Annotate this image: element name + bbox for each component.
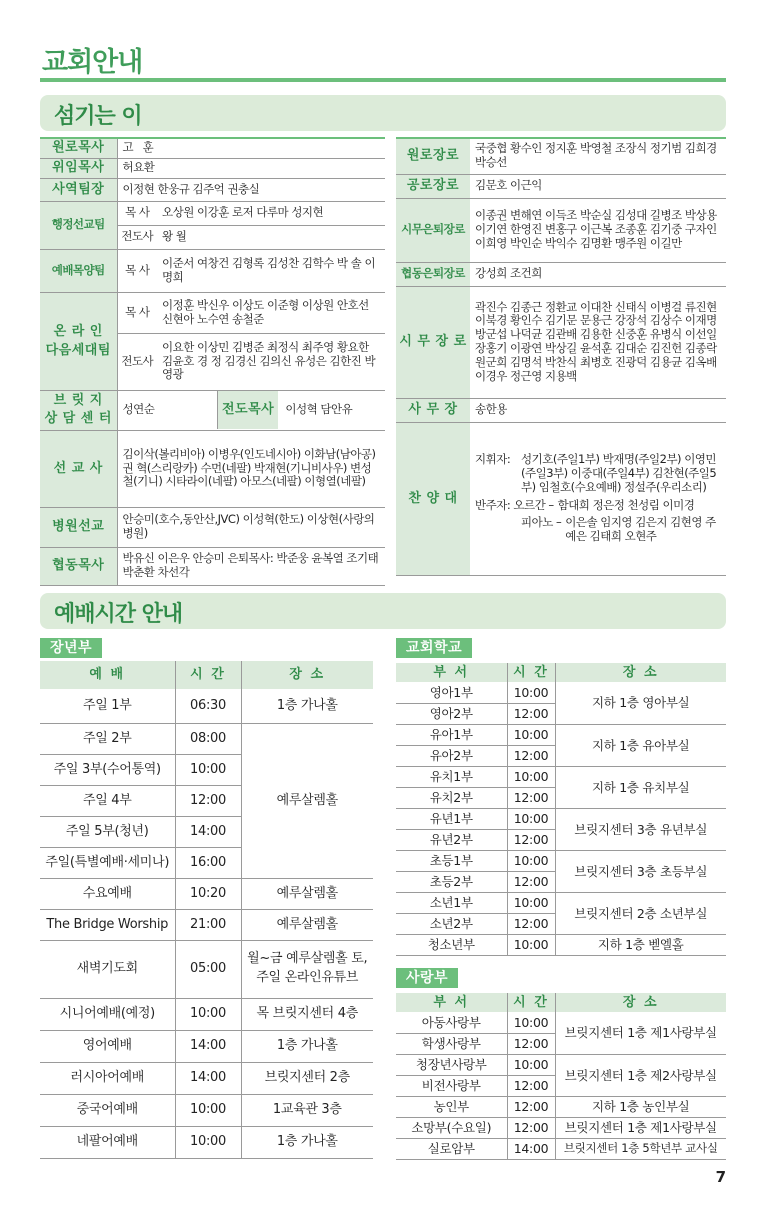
- page-number: 7: [715, 1168, 726, 1186]
- service-place: 예루살렘홀: [241, 723, 373, 878]
- dept-name: 소년2부: [396, 913, 507, 934]
- dept-name: 청소년부: [396, 934, 507, 955]
- staff-names: 강성희 조건희: [470, 262, 726, 286]
- dept-name: 소망부(수요일): [396, 1117, 507, 1138]
- staff-label-line: 온 라 인: [53, 323, 103, 339]
- choir-names: 함대희 정은정 천성림 이미경: [557, 497, 695, 512]
- service-time: 14:00: [175, 1062, 241, 1094]
- dept-name: 소년1부: [396, 892, 507, 913]
- service-place: 예루살렘홀: [241, 878, 373, 909]
- dept-time: 12:00: [507, 787, 555, 808]
- staff-label: 협동목사: [40, 547, 117, 585]
- dept-time: 10:00: [507, 1012, 555, 1033]
- staff-label: [40, 292, 117, 390]
- staff-label: 원로장로: [396, 138, 470, 174]
- service-name: 주일(특별예배·세미나): [40, 847, 175, 878]
- dept-time: 12:00: [507, 703, 555, 724]
- staff-names: 이정훈 박신우 이상도 이준형 이상원 안호선 신현아 노수연 송철준: [157, 292, 385, 333]
- dept-name: 아동사랑부: [396, 1012, 507, 1033]
- choir-pianist: [475, 516, 721, 544]
- dept-time: 10:00: [507, 1054, 555, 1075]
- dept-place: 브릿지센터 1층 제1사랑부실: [555, 1117, 726, 1138]
- column-header: 시 간: [175, 661, 241, 689]
- staff-names: 고 훈: [117, 138, 385, 158]
- staff-names: 오상원 이강훈 로저 다루마 성지현: [157, 201, 385, 225]
- service-name: 시니어예배(예정): [40, 998, 175, 1030]
- service-name: 주일 4부: [40, 785, 175, 816]
- column-header: 부 서: [396, 663, 507, 682]
- dept-place: 지하 1층 유아부실: [555, 724, 726, 766]
- staff-role: 목 사: [117, 201, 157, 225]
- service-time: 05:00: [175, 940, 241, 998]
- column-header: 장 소: [555, 993, 726, 1012]
- staff-label: 행정선교팀: [40, 201, 117, 249]
- staff-names: 안승미(호수,동안산,JVC) 이성혁(한도) 이상현(사랑의병원): [117, 507, 385, 547]
- dept-time: 10:00: [507, 934, 555, 955]
- dept-place: 브릿지센터 3층 유년부실: [555, 808, 726, 850]
- dept-name: 청장년사랑부: [396, 1054, 507, 1075]
- dept-name: 유년2부: [396, 829, 507, 850]
- staff-names: 박유신 이은우 안승미 은퇴목사: 박준웅 윤복열 조기태 박춘환 차선각: [117, 547, 385, 585]
- service-time: 10:00: [175, 998, 241, 1030]
- choir-role: 지휘자:: [475, 452, 511, 467]
- service-time: 14:00: [175, 816, 241, 847]
- service-place: 1층 가나홀: [241, 689, 373, 723]
- dept-place: 지하 1층 영아부실: [555, 682, 726, 724]
- service-time: 21:00: [175, 909, 241, 940]
- choir-names: 성기호(주일1부) 박재명(주일2부) 이영민(주일3부) 이중대(주일4부) 김찬현(주일5부) 임철호(수요예배) 정설주(우리소리): [521, 452, 717, 494]
- column-header: 부 서: [396, 993, 507, 1012]
- adult-schedule-table: [40, 661, 373, 1159]
- dept-name: 영아2부: [396, 703, 507, 724]
- service-name: 주일 2부: [40, 723, 175, 754]
- staff-names: 곽진수 김종근 정환교 이대찬 신태식 이병걸 류진현 이북경 황인수 김기문 문용근 강장석 김상수 이재명 방군섭 나덕균 김관배 김용한 신중훈 유병식 이선일 장홍기 이광연 박상길 윤석훈 김대순 김진헌 김종락 원군희 김명석 박찬식 최병호 진광덕 김용균 김옥배 이경우 정근영 지용백: [470, 286, 726, 398]
- title-divider: [40, 78, 726, 82]
- dept-place: 브릿지센터 1층 5학년부 교사실: [555, 1138, 726, 1159]
- staff-role: 목 사: [117, 292, 157, 333]
- staff-label: 찬 양 대: [396, 422, 470, 575]
- dept-time: 10:00: [507, 766, 555, 787]
- staff-label: 공로장로: [396, 174, 470, 198]
- page-title: 교회안내: [42, 47, 143, 78]
- dept-name: 유아2부: [396, 745, 507, 766]
- love-dept-table: [396, 993, 726, 1160]
- dept-name: 실로암부: [396, 1138, 507, 1159]
- dept-place: 브릿지센터 1층 제1사랑부실: [555, 1012, 726, 1054]
- staff-section-title: 섬기는 이: [54, 104, 142, 129]
- dept-name: 학생사랑부: [396, 1033, 507, 1054]
- staff-role: 목 사: [117, 249, 157, 292]
- service-place: 1층 가나홀: [241, 1030, 373, 1062]
- dept-time: 14:00: [507, 1138, 555, 1159]
- service-time: 10:00: [175, 1094, 241, 1126]
- dept-time: 10:00: [507, 850, 555, 871]
- dept-name: 유치2부: [396, 787, 507, 808]
- service-place: 1층 가나홀: [241, 1126, 373, 1158]
- staff-label: 예배목양팀: [40, 249, 117, 292]
- service-place: 월~금 예루살렘홀 토,주일 온라인유튜브: [241, 940, 373, 998]
- church-school-tag: 교회학교: [396, 638, 472, 658]
- dept-time: 12:00: [507, 745, 555, 766]
- choir-block: [470, 422, 726, 575]
- service-time: 16:00: [175, 847, 241, 878]
- dept-place: 브릿지센터 2층 소년부실: [555, 892, 726, 934]
- dept-time: 12:00: [507, 1075, 555, 1096]
- service-name: 중국어예배: [40, 1094, 175, 1126]
- staff-label-line: 브 릿 지: [53, 392, 103, 408]
- column-header: 시 간: [507, 993, 555, 1012]
- dept-time: 12:00: [507, 1117, 555, 1138]
- choir-conductor: [475, 453, 721, 494]
- staff-names: 국중협 황수인 정지훈 박영철 조장식 정기범 김희경 박승선: [470, 138, 726, 174]
- dept-place: 브릿지센터 1층 제2사랑부실: [555, 1054, 726, 1096]
- staff-label: [40, 390, 117, 430]
- dept-place: 브릿지센터 3층 초등부실: [555, 850, 726, 892]
- staff-label-line: 다음세대팀: [45, 343, 111, 358]
- service-name: 네팔어예배: [40, 1126, 175, 1158]
- service-time: 12:00: [175, 785, 241, 816]
- staff-label: 원로목사: [40, 138, 117, 158]
- staff-label: 병원선교: [40, 507, 117, 547]
- dept-name: 유아1부: [396, 724, 507, 745]
- staff-label: 시 무 장 로: [396, 286, 470, 398]
- column-header: 장 소: [241, 661, 373, 689]
- column-header: 시 간: [507, 663, 555, 682]
- service-name: 주일 1부: [40, 689, 175, 723]
- staff-role: 전도사: [117, 225, 157, 249]
- service-time: 08:00: [175, 723, 241, 754]
- staff-label-line: 상 담 센 터: [44, 411, 112, 426]
- choir-role: 피아노 –: [521, 515, 562, 530]
- dept-time: 10:00: [507, 808, 555, 829]
- dept-name: 영아1부: [396, 682, 507, 703]
- dept-place: 지하 1층 벧엘홀: [555, 934, 726, 955]
- service-place: 브릿지센터 2층: [241, 1062, 373, 1094]
- choir-role: 반주자: 오르간 –: [475, 497, 554, 512]
- dept-name: 유치1부: [396, 766, 507, 787]
- service-name: 영어예배: [40, 1030, 175, 1062]
- love-dept-tag: 사랑부: [396, 968, 458, 988]
- column-header: 장 소: [555, 663, 726, 682]
- staff-label: 선 교 사: [40, 430, 117, 507]
- staff-names: 왕 월: [157, 225, 385, 249]
- staff-names: 성연순: [117, 390, 217, 430]
- staff-names: 김문호 이근익: [470, 174, 726, 198]
- service-name: 수요예배: [40, 878, 175, 909]
- staff-names: 김이삭(볼리비아) 이병우(인도네시아) 이화남(남아공) 권 혁(스리랑카) 수먼(네팔) 박재현(기니비사우) 변성철(기니) 시타라이(네팔) 아모스(네팔) 이형열(네팔): [117, 430, 385, 507]
- dept-time: 12:00: [507, 1096, 555, 1117]
- dept-time: 12:00: [507, 871, 555, 892]
- staff-names: 송한용: [470, 398, 726, 422]
- dept-time: 10:00: [507, 682, 555, 703]
- service-name: The Bridge Worship: [40, 909, 175, 940]
- dept-name: 초등1부: [396, 850, 507, 871]
- staff-names: 허요환: [117, 158, 385, 178]
- staff-inline-group: [217, 390, 385, 430]
- dept-name: 초등2부: [396, 871, 507, 892]
- staff-label: 전도목사: [217, 391, 278, 429]
- service-time: 10:20: [175, 878, 241, 909]
- service-time: 06:30: [175, 689, 241, 723]
- staff-label: 사역팀장: [40, 178, 117, 201]
- staff-names: 이요한 이상민 김병준 최정식 최주영 황요한 김윤호 경 정 김경신 김의신 유성은 김한진 박영광: [157, 333, 385, 390]
- staff-label: 시무은퇴장로: [396, 198, 470, 262]
- service-place: 예루살렘홀: [241, 909, 373, 940]
- service-time: 14:00: [175, 1030, 241, 1062]
- service-name: 주일 5부(청년): [40, 816, 175, 847]
- staff-names: 이준서 여창건 김형록 김성찬 김학수 박 솔 이명희: [157, 249, 385, 292]
- dept-time: 10:00: [507, 892, 555, 913]
- staff-label: 위임목사: [40, 158, 117, 178]
- dept-name: 농인부: [396, 1096, 507, 1117]
- staff-section-header: [40, 95, 726, 131]
- service-name: 새벽기도회: [40, 940, 175, 998]
- staff-role: 전도사: [117, 333, 157, 390]
- dept-place: 지하 1층 유치부실: [555, 766, 726, 808]
- staff-table-right: [396, 137, 726, 576]
- staff-names: 이종권 변해연 이득조 박순실 김성대 길병조 박상용 이기연 한영진 변홍구 이근복 조종훈 김기중 구자인 이희영 박인순 박익수 김명환 맹주원 이길만: [470, 198, 726, 262]
- dept-place: 지하 1층 농인부실: [555, 1096, 726, 1117]
- schedule-section-header: [40, 593, 726, 629]
- staff-names: 이정현 한웅규 김주억 권충실: [117, 178, 385, 201]
- service-name: 주일 3부(수어통역): [40, 754, 175, 785]
- service-time: 10:00: [175, 1126, 241, 1158]
- schedule-section-title: 예배시간 안내: [54, 602, 183, 627]
- dept-name: 유년1부: [396, 808, 507, 829]
- staff-names: 이성혁 담안유: [285, 402, 353, 417]
- church-school-table: [396, 663, 726, 956]
- adult-dept-tag: 장년부: [40, 638, 102, 658]
- service-place: 1교육관 3층: [241, 1094, 373, 1126]
- dept-time: 10:00: [507, 724, 555, 745]
- dept-time: 12:00: [507, 913, 555, 934]
- staff-label: 협동은퇴장로: [396, 262, 470, 286]
- staff-table-left: [40, 137, 385, 586]
- dept-name: 비전사랑부: [396, 1075, 507, 1096]
- service-time: 10:00: [175, 754, 241, 785]
- column-header: 예 배: [40, 661, 175, 689]
- service-name: 러시아어예배: [40, 1062, 175, 1094]
- choir-names: 이은솔 임지영 김은지 김현영 주예은 김태희 오현주: [565, 515, 716, 544]
- dept-time: 12:00: [507, 1033, 555, 1054]
- staff-label: 사 무 장: [396, 398, 470, 422]
- service-place: 목 브릿지센터 4층: [241, 998, 373, 1030]
- dept-time: 12:00: [507, 829, 555, 850]
- choir-accompanist: [475, 499, 721, 513]
